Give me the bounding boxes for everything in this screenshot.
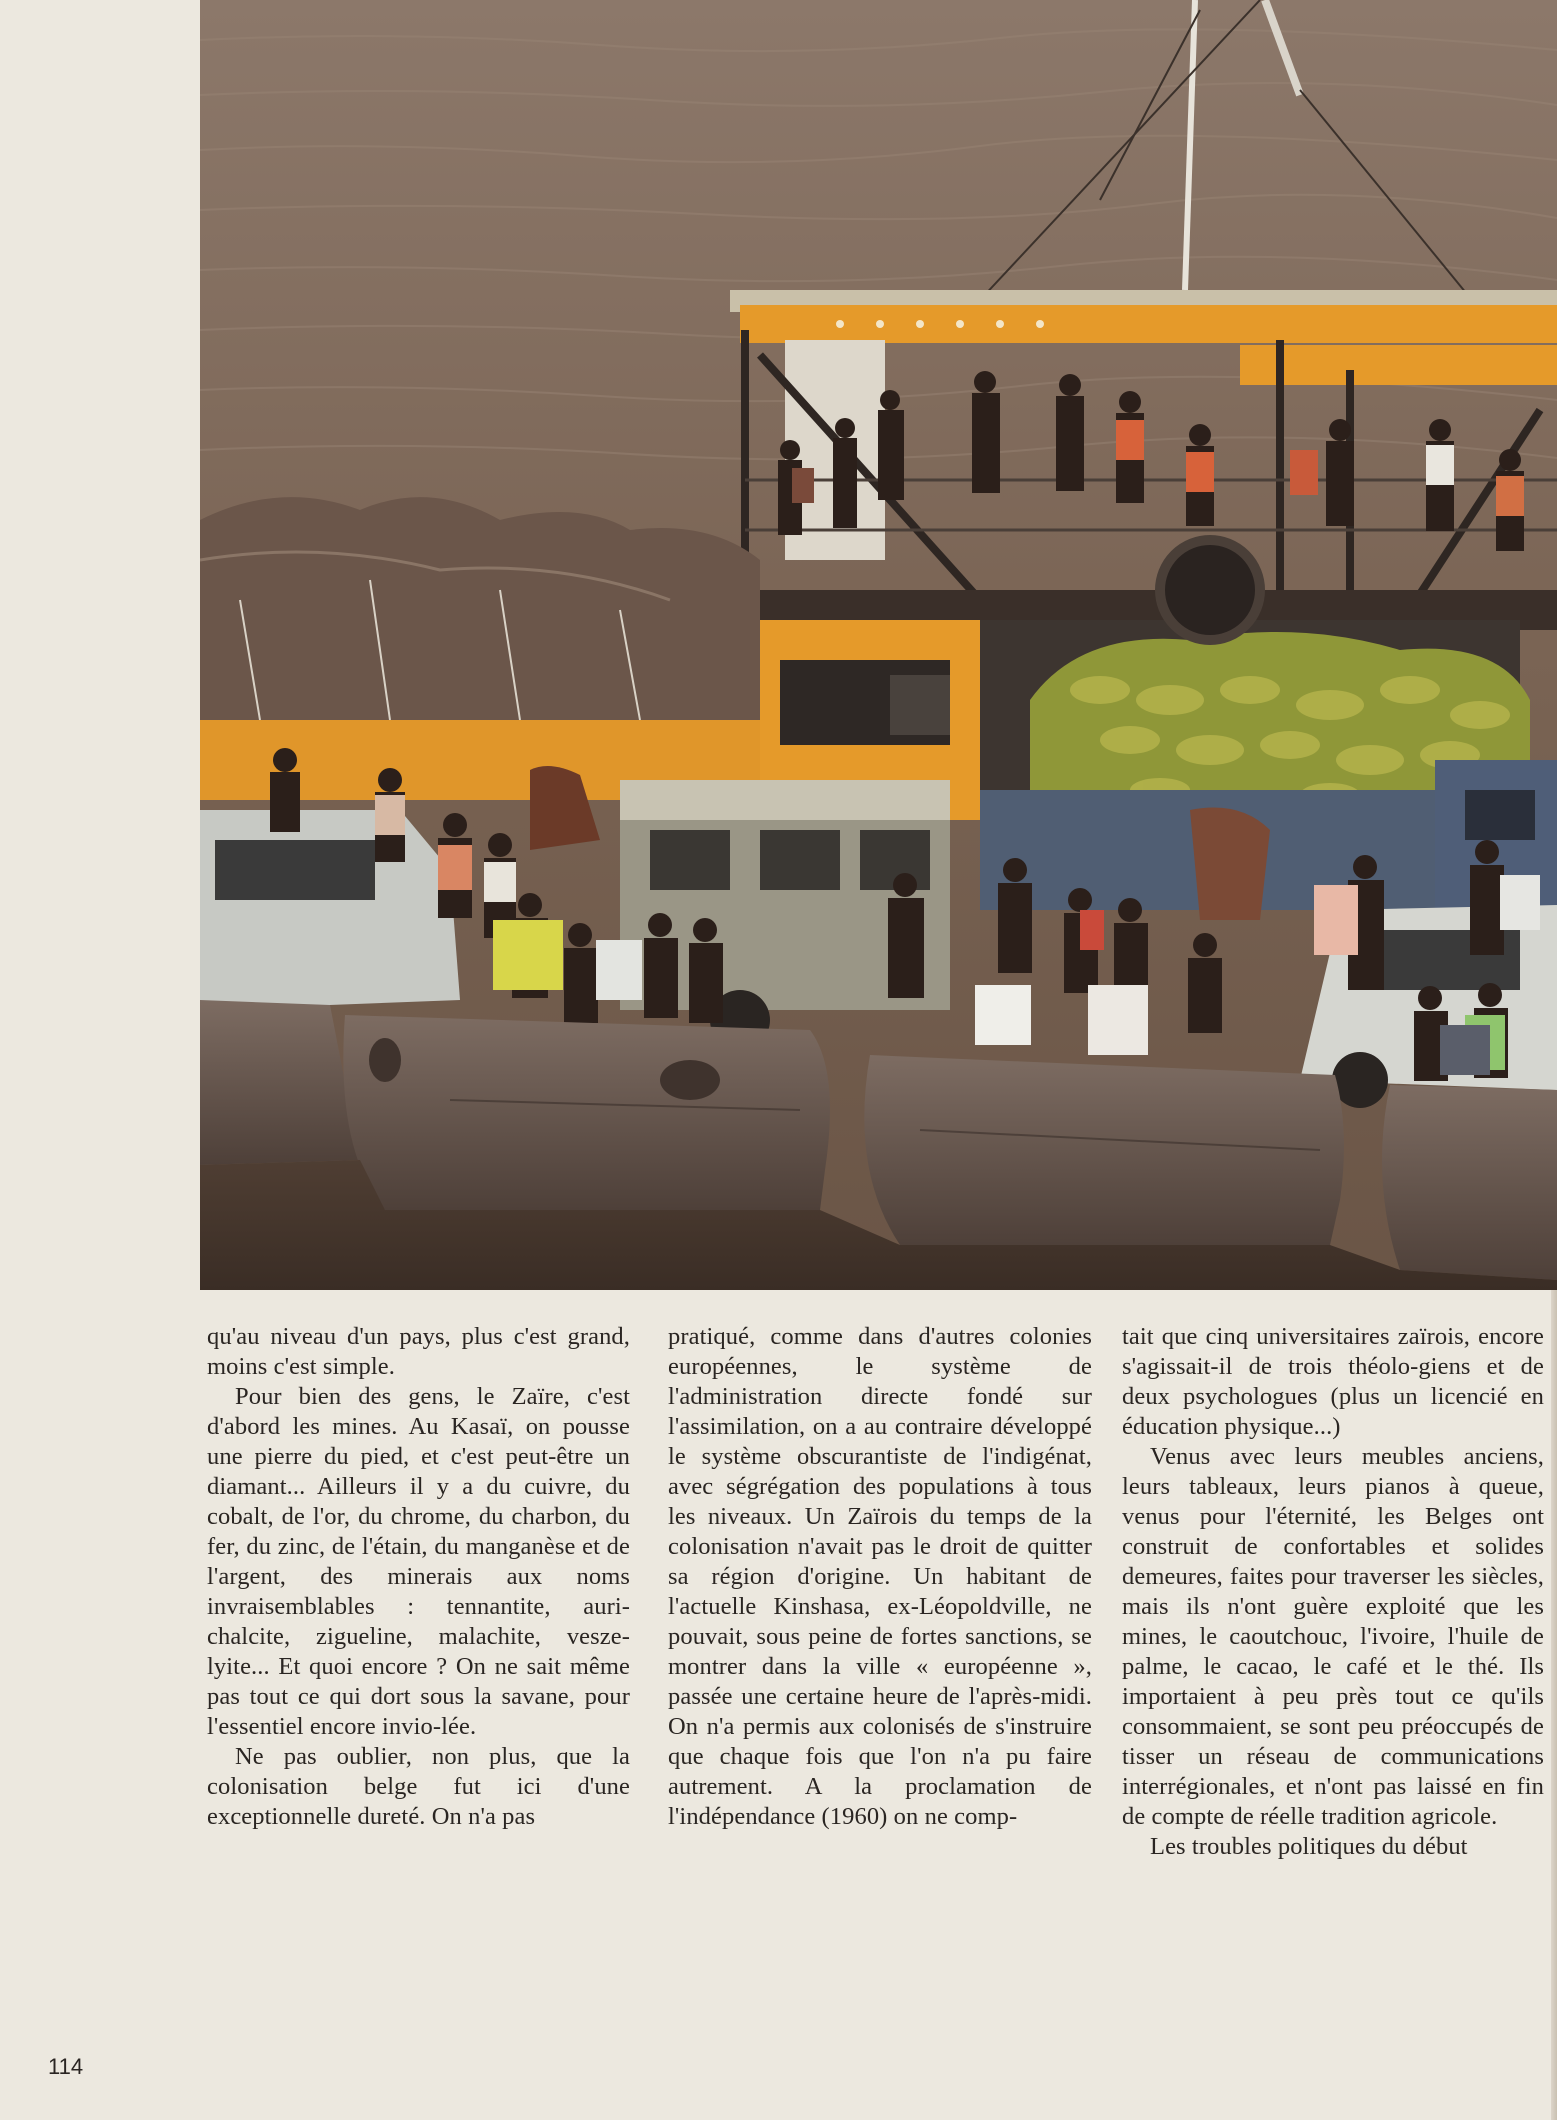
pontoon-hull-3	[1382, 1085, 1557, 1280]
column-3-paragraph-3: Les troubles politiques du début	[1150, 1833, 1468, 1860]
column-1-paragraph-2: Pour bien des gens, le Zaïre, c'est d'abord les mines. Au Kasaï, on pousse une pierre du pied, et c'est peut-être un diamant... Ailleurs il y a du cuivre, du cobalt, de l'or, du chrome, du charbon, du fer, du zinc, de l'étain, du manganèse et de l'argent, des minerais aux noms invraisemblables : tennantite, auri-chalcite, zigueline, malachite, vesze-lyite... Et quoi encore ? On ne sait même pas tout ce qui dort sous la savane, pour l'essentiel encore invio-lée.	[207, 1383, 630, 1740]
pontoon-hull-1	[343, 1015, 830, 1210]
ferry-orange-beam	[740, 305, 1557, 343]
text-column-2	[668, 1322, 1092, 1832]
page-number: 114	[48, 2054, 84, 2079]
column-3-paragraph-1: tait que cinq universitaires zaïrois, encore s'agissait-il de trois théolo-giens et de deux psychologues (plus un licencié en éducation physique...)	[1122, 1323, 1544, 1440]
column-1-paragraph-3: Ne pas oublier, non plus, que la colonisation belge fut ici d'une exceptionnelle dureté. On n'a pas	[207, 1743, 630, 1830]
text-column-1	[207, 1322, 630, 1832]
ferry-photograph	[200, 0, 1557, 1290]
column-2-paragraph-1: pratiqué, comme dans d'autres colonies européennes, le système de l'administration directe fondé sur l'assimilation, on a au contraire développé le système obscurantiste de l'indigénat, avec ségrégation des populations à tous les niveaux. Un Zaïrois du temps de la colonisation n'avait pas le droit de quitter sa région d'origine. Un habitant de l'actuelle Kinshasa, ex-Léopoldville, ne pouvait, sous peine de fortes sanctions, se montrer dans la ville « européenne », passée une certaine heure de l'après-midi. On n'a permis aux colonisés de s'instruire que chaque fois que l'on n'a pu faire autrement. A la proclamation de l'indépendance (1960) on ne comp-	[668, 1323, 1092, 1830]
column-1-paragraph-1: qu'au niveau d'un pays, plus c'est grand, moins c'est simple.	[207, 1323, 630, 1380]
yellow-shirt	[493, 920, 563, 990]
column-3-paragraph-2: Venus avec leurs meubles anciens, leurs tableaux, leurs pianos à queue, venus pour l'éternité, les Belges ont construit de confortables et solides demeures, faites pour traverser les siècles, mais ils n'ont guère exploité que les mines, le caoutchouc, l'ivoire, l'huile de palme, le cacao, le café et le thé. Ils importaient à peu près tout ce qu'ils consommaient, se sont peu préoccupés de tisser un réseau de communications interrégionales, et n'ont pas laissé en fin de compte de réelle tradition agricole.	[1122, 1443, 1544, 1830]
text-column-3	[1122, 1322, 1544, 1862]
pontoon-hull-2	[864, 1055, 1344, 1245]
tarp-cargo	[200, 497, 760, 740]
